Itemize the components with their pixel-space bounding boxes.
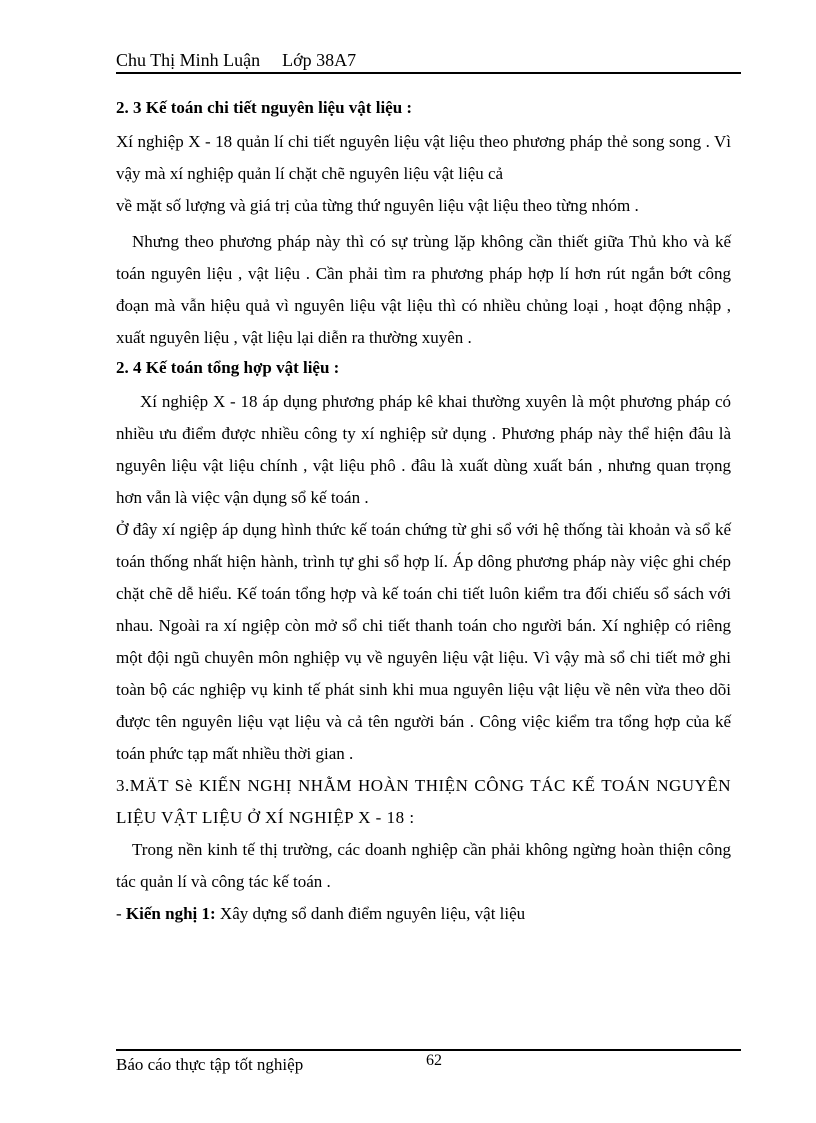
page-header xyxy=(116,50,356,71)
paragraph: Nhưng theo phương pháp này thì có sự trùng lặp không cần thiết giữa Thủ kho và kế toán nguyên liệu , vật liệu . Cần phải tìm ra phương pháp hợp lí hơn rút ngắn bớt công đoạn mà vẫn hiệu quả vì nguyên liệu vật liệu thì có nhiều chủng loại , hoạt động nhập , xuất nguyên liệu , vật liệu lại diễn ra thường xuyên . xyxy=(116,232,731,347)
recommendation-bullet: - xyxy=(116,904,126,923)
paragraph: Xí nghiệp X - 18 áp dụng phương pháp kê khai thường xuyên là một phương pháp có nhiều ưu điểm được nhiều công ty xí nghiệp sử dụng . Phương pháp này thể hiện đâu là nguyên liệu vật liệu chính , vật liệu phô . đâu là xuất dùng xuất bán , nhưng quan trọng hơn vẫn là việc vận dụng sổ kế toán . xyxy=(116,392,731,507)
footer-title: Báo cáo thực tập tốt nghiệp xyxy=(116,1055,304,1074)
paragraph: Xí nghiệp X - 18 quản lí chi tiết nguyên liệu vật liệu theo phương pháp thẻ song song . Vì vậy mà xí nghiệp quản lí chặt chẽ nguyên liệu vật liệu cả xyxy=(116,132,731,183)
page-content xyxy=(116,96,731,930)
section-heading-2-3: 2. 3 Kế toán chi tiết nguyên liệu vật liệu : xyxy=(116,98,413,117)
paragraph: Ở đây xí ngiệp áp dụng hình thức kế toán chứng từ ghi sổ với hệ thống tài khoản và sổ kế toán thống nhất hiện hành, trình tự ghi sổ hợp lí. Áp dông phương pháp này việc ghi chép chặt chẽ dễ hiểu. Kế toán tổng hợp và kế toán chi tiết luôn kiểm tra đối chiếu sổ sách với nhau. Ngoài ra xí ngiệp còn mở sổ chi tiết thanh toán cho người bán. Xí nghiệp có riêng một đội ngũ chuyên môn nghiệp vụ về nguyên liệu vật liệu. Vì vậy mà sổ chi tiết mở ghi toàn bộ các nghiệp vụ kinh tế phát sinh khi mua nguyên liệu vật liệu về nên vừa theo dõi được tên nguyên liệu vạt liệu và cả tên người bán . Công việc kiểm tra tổng hợp của kế toán phức tạp mất nhiều thời gian . xyxy=(116,520,731,763)
footer-rule xyxy=(116,1049,741,1051)
recommendation-label: Kiến nghị 1: xyxy=(125,904,216,923)
header-class: Lớp 38A7 xyxy=(282,50,357,70)
header-rule xyxy=(116,72,741,74)
paragraph: Trong nền kinh tế thị trường, các doanh nghiệp cần phải không ngừng hoàn thiện công tác quản lí và công tác kế toán . xyxy=(116,840,731,891)
paragraph: về mặt số lượng và giá trị của từng thứ nguyên liệu vật liệu theo từng nhóm . xyxy=(116,196,639,215)
page-number: 62 xyxy=(426,1052,442,1069)
recommendation-text: Xây dựng sổ danh điểm nguyên liệu, vật liệu xyxy=(215,904,526,923)
section-heading-2-4: 2. 4 Kế toán tổng hợp vật liệu : xyxy=(116,358,340,377)
recommendation-1 xyxy=(116,898,731,930)
section-heading-3: 3.MÄT Sè KIẾN NGHỊ NHẰM HOÀN THIỆN CÔNG TÁC KẾ TOÁN NGUYÊN LIỆU VẬT LIỆU Ở XÍ NGHIỆP X - 18 : xyxy=(116,776,731,827)
header-author: Chu Thị Minh Luận xyxy=(116,50,261,70)
